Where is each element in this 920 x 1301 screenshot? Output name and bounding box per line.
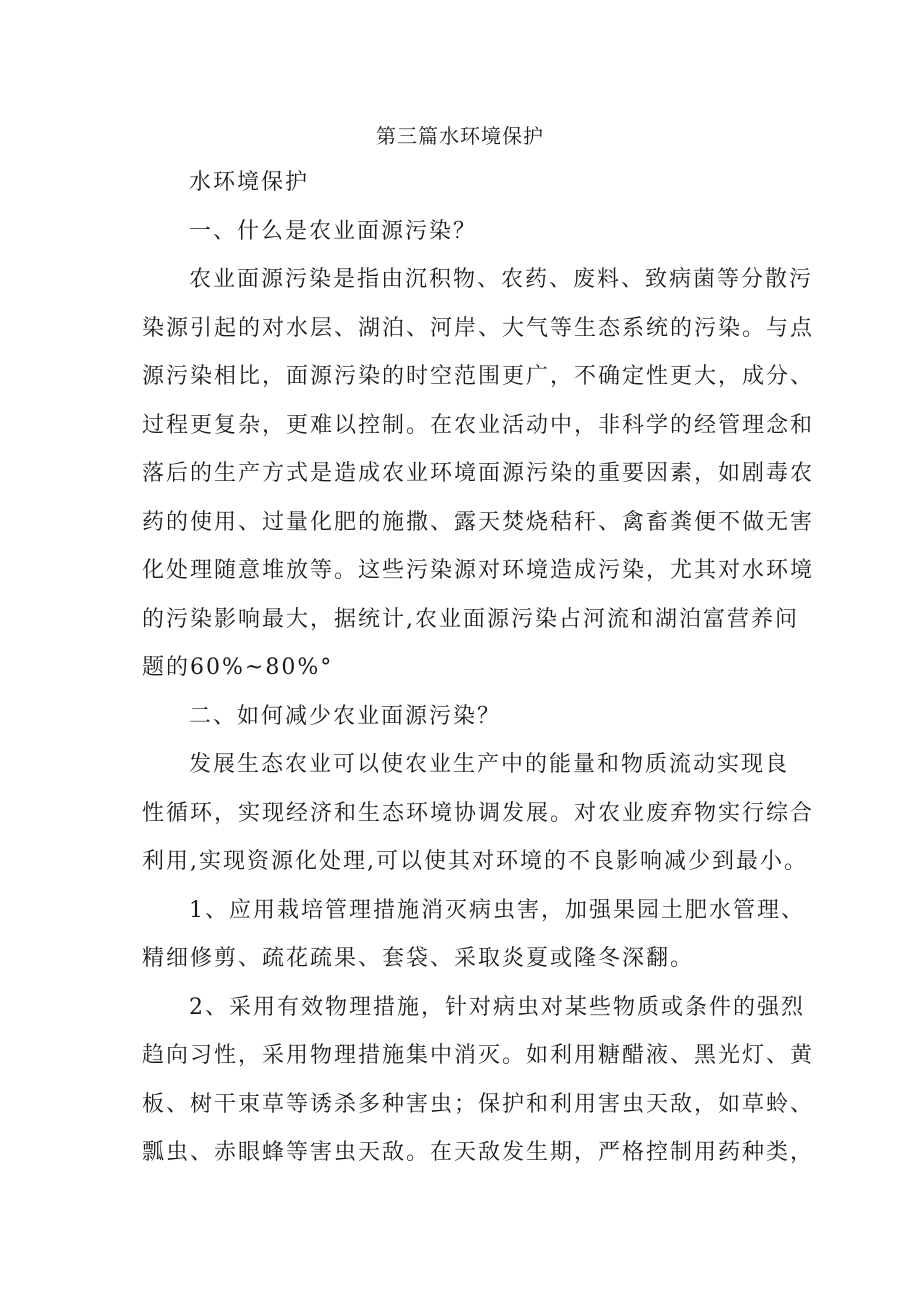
paragraph-line: 药的使用、过量化肥的施撒、露天焚烧秸秆、禽畜粪便不做无害	[142, 509, 815, 535]
question-heading-1: 一、什么是农业面源污染？	[189, 218, 478, 244]
paragraph-line: 利用,实现资源化处理,可以使其对环境的不良影响减少到最小。	[142, 849, 808, 874]
list-item-line: 板、树干束草等诱杀多种害虫；保护和利用害虫天敌，如草蛉、	[142, 1091, 815, 1117]
paragraph-line: 性循环，实现经济和生态环境协调发展。对农业废弃物实行综合	[142, 800, 815, 826]
list-item-line: 2、采用有效物理措施，针对病虫对某些物质或条件的强烈	[189, 994, 805, 1020]
paragraph-line: 的污染影响最大，据统计,农业面源污染占河流和湖泊富营养问	[142, 606, 799, 632]
paragraph-line: 农业面源污染是指由沉积物、农药、废料、致病菌等分散污	[189, 267, 814, 292]
list-item-line: 趋向习性，采用物理措施集中消灭。如利用糖醋液、黑光灯、黄	[142, 1043, 815, 1068]
paragraph-line: 化处理随意堆放等。这些污染源对环境造成污染，尤其对水环境	[142, 558, 815, 583]
paragraph-line: 过程更复杂，更难以控制。在农业活动中，非科学的经管理念和	[142, 412, 815, 438]
paragraph-line: 源污染相比，面源污染的时空范围更广，不确定性更大，成分、	[142, 364, 815, 389]
question-heading-2: 二、如何减少农业面源污染？	[189, 703, 502, 729]
list-item-line: 1、应用栽培管理措施消灭病虫害，加强果园土肥水管理、	[189, 897, 805, 923]
paragraph-line: 发展生态农业可以使农业生产中的能量和物质流动实现良	[189, 752, 790, 777]
paragraph-line: 染源引起的对水层、湖泊、河岸、大气等生态系统的污染。与点	[142, 315, 815, 341]
document-body	[142, 168, 815, 1187]
paragraph-line: 题的60%~80%°	[142, 655, 334, 680]
list-item-line: 瓢虫、赤眼蜂等害虫天敌。在天敌发生期，严格控制用药种类，	[142, 1140, 815, 1165]
section-heading: 水环境保护	[189, 170, 310, 195]
list-item-line: 精细修剪、疏花疏果、套袋、采取炎夏或隆冬深翻。	[142, 946, 695, 971]
paragraph-line: 落后的生产方式是造成农业环境面源污染的重要因素，如剧毒农	[142, 461, 815, 486]
document-title: 第三篇水环境保护	[376, 124, 544, 148]
